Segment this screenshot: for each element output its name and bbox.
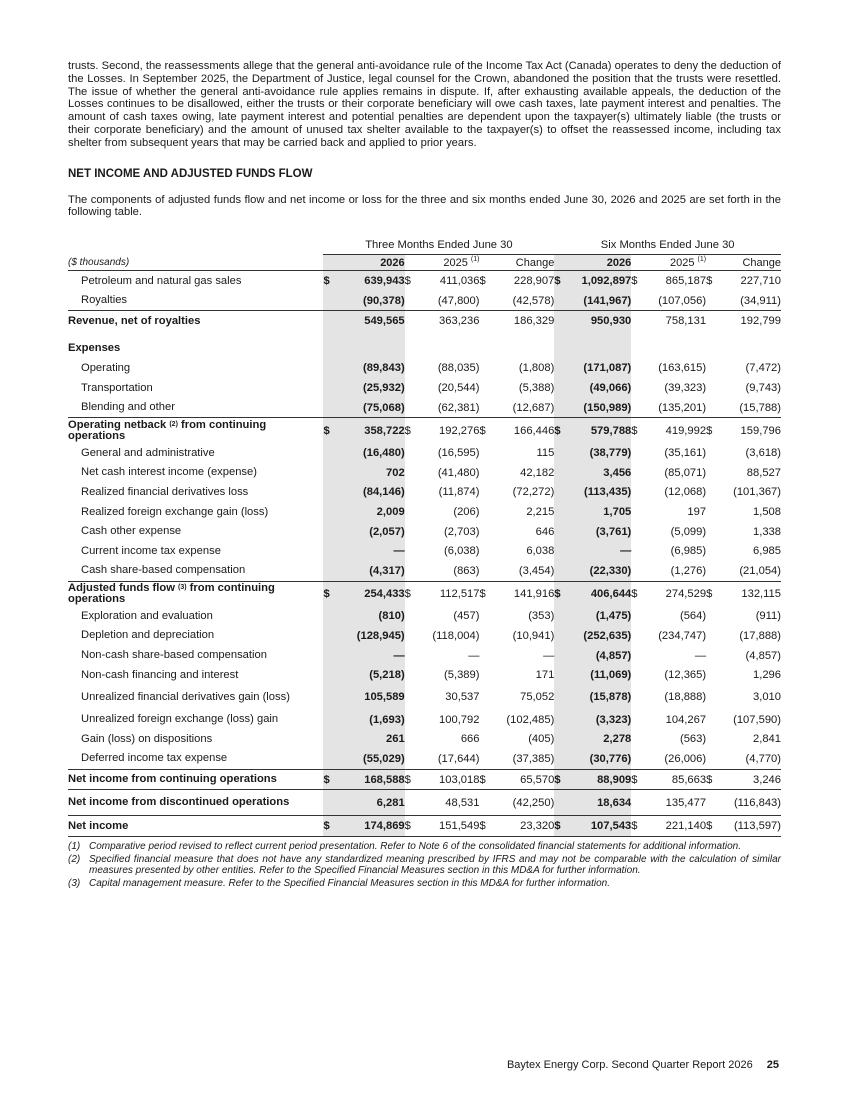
document-page	[68, 60, 781, 890]
table-row	[68, 607, 781, 627]
table-row	[68, 626, 781, 646]
table-cell: (457)	[453, 610, 480, 623]
table-row	[68, 790, 781, 816]
table-cell	[642, 339, 706, 359]
table-row	[68, 418, 781, 444]
table-cell: 2,841	[753, 733, 781, 746]
table-cell: (5,099)	[670, 525, 707, 538]
section-heading: NET INCOME AND ADJUSTED FUNDS FLOW	[68, 167, 313, 180]
row-label: Unrealized foreign exchange (loss) gain	[81, 713, 279, 726]
currency-symbol: $	[554, 581, 565, 607]
table-cell: 65,570	[490, 769, 554, 790]
intro-paragraph: trusts. Second, the reassessments allege that the general anti-avoidance rule of the Income Tax Act (Canada) operates to deny the deduction of the Losses. In September 2025, the Department of Justice, legal counsel for the Crown, abandoned the position that the trusts were resettled. The issue of whether the general anti-avoidance rule applies remains in dispute. If, after exhausting available appeals, the deduction of the Losses continues to be disallowed, either the trusts or their corporate beneficiary will owe cash taxes, late payment interest and penalties. The amount of cash taxes owing, late payment interest and potential penalties are dependent upon the taxpayer(s) ultimately liable (the trusts or their corporate beneficiary) and the amount of unused tax shelter available to the taxpayer(s) to offset the reassessed income, including tax shelter from subsequent years that may be carried back and applied to prior years.	[68, 60, 781, 149]
row-label: Operating netback $^{(2)}$ from continuing operations	[68, 418, 267, 442]
footer-title: Baytex Energy Corp. Second Quarter Report 2026	[506, 1059, 753, 1071]
table-cell: (150,989)	[565, 398, 631, 418]
table-cell: 261	[334, 730, 405, 750]
row-label: Gain (loss) on dispositions	[81, 732, 213, 745]
table-row	[68, 581, 781, 607]
row-label: Adjusted funds flow $^{(3)}$ from continuing operations	[68, 582, 275, 606]
table-row	[68, 522, 781, 542]
table-spacer	[68, 331, 781, 339]
table-cell: 23,320	[490, 816, 554, 837]
table-cell: (90,378)	[334, 291, 405, 311]
table-cell: (5,389)	[444, 669, 480, 682]
table-cell: (113,597)	[717, 816, 781, 837]
table-cell: 646	[535, 525, 555, 538]
table-cell: (353)	[528, 610, 555, 623]
table-cell: (5,388)	[518, 382, 555, 395]
table-cell: (17,644)	[415, 749, 479, 769]
row-label: Realized foreign exchange gain (loss)	[81, 505, 269, 518]
table-cell: 192,799	[740, 315, 781, 328]
table-cell: 6,985	[753, 545, 781, 558]
table-cell: 75,052	[520, 691, 555, 704]
table-cell: 2,215	[526, 506, 555, 518]
currency-symbol: $	[631, 424, 638, 437]
table-row	[68, 443, 781, 463]
currency-symbol: $	[631, 275, 638, 288]
table-cell: 197	[687, 506, 707, 518]
table-cell: (42,250)	[490, 790, 554, 816]
table-cell: 227,710	[740, 275, 781, 288]
table-cell: 254,433	[334, 581, 405, 607]
row-label: Cash other expense	[81, 525, 182, 538]
table-cell: (7,472)	[745, 362, 781, 375]
table-cell: (30,776)	[565, 749, 631, 769]
currency-symbol: $	[479, 588, 486, 601]
table-row	[68, 271, 781, 291]
table-cell: 419,992	[665, 424, 707, 437]
page-number: 25	[766, 1059, 779, 1071]
table-cell: —	[565, 541, 631, 561]
table-row	[68, 502, 781, 522]
table-cell: (88,035)	[437, 362, 480, 375]
table-cell: 88,527	[746, 466, 781, 479]
table-cell: 639,943	[334, 271, 405, 291]
table-column-header	[68, 255, 781, 271]
currency-symbol: $	[706, 588, 713, 601]
table-cell: 358,722	[334, 418, 405, 444]
table-cell: (62,381)	[415, 398, 479, 418]
table-cell: 3,246	[717, 769, 781, 790]
table-row	[68, 463, 781, 483]
table-cell	[490, 339, 554, 359]
row-label: Revenue, net of royalties	[68, 314, 201, 327]
table-cell: (12,365)	[664, 669, 707, 682]
currency-symbol: $	[323, 418, 334, 444]
currency-symbol: $	[554, 271, 565, 291]
table-cell: 579,788	[565, 418, 631, 444]
table-cell: (4,857)	[745, 649, 781, 662]
table-cell: (1,693)	[334, 710, 405, 730]
table-cell: 100,792	[439, 713, 480, 726]
currency-symbol: $	[479, 816, 490, 837]
table-cell: 107,543	[565, 816, 631, 837]
currency-symbol: $	[706, 816, 717, 837]
row-label: Net income	[68, 816, 323, 837]
table-cell: 135,477	[642, 790, 706, 816]
row-label: Current income tax expense	[81, 544, 221, 557]
table-cell: (118,004)	[432, 629, 480, 642]
table-cell: 865,187	[665, 275, 707, 288]
table-cell: 115	[536, 447, 555, 460]
table-cell: (15,788)	[717, 398, 781, 418]
table-cell: (10,941)	[512, 629, 555, 642]
row-label: Net cash interest income (expense)	[81, 466, 257, 479]
table-row	[68, 541, 781, 561]
table-cell: (4,770)	[717, 749, 781, 769]
table-cell: (20,544)	[437, 382, 480, 395]
table-cell: (18,888)	[664, 691, 707, 704]
table-cell: (4,857)	[565, 646, 631, 666]
table-cell	[717, 339, 781, 359]
table-cell: 3,010	[753, 691, 781, 704]
three-months-header: Three Months Ended June 30	[323, 235, 554, 255]
table-cell: (234,747)	[658, 629, 707, 642]
currency-symbol: $	[323, 816, 334, 837]
table-row	[68, 339, 781, 359]
table-cell: (39,323)	[664, 382, 707, 395]
table-cell: 758,131	[665, 315, 707, 328]
table-row	[68, 685, 781, 710]
table-cell: 221,140	[642, 816, 706, 837]
row-label: Cash share-based compensation	[68, 561, 323, 581]
table-cell: (135,201)	[642, 398, 706, 418]
table-cell: 1,508	[753, 506, 781, 518]
table-cell: (6,038)	[444, 545, 480, 558]
table-row	[68, 359, 781, 379]
col-header-2025-six: 2025 $^{(1)}$	[642, 255, 706, 271]
row-label: Unrealized financial derivatives gain (loss)	[81, 690, 290, 703]
table-cell: 112,517	[439, 588, 480, 601]
table-cell: (49,066)	[565, 378, 631, 398]
six-months-header: Six Months Ended June 30	[554, 235, 781, 255]
table-cell: (15,878)	[565, 685, 631, 710]
table-cell: 1,296	[753, 669, 781, 682]
currency-symbol: $	[554, 418, 565, 444]
units-label: ($ thousands)	[68, 255, 323, 271]
table-cell: (85,071)	[664, 466, 707, 479]
table-cell: 549,565	[334, 311, 405, 331]
table-cell: (3,618)	[745, 447, 781, 460]
table-cell: (12,068)	[664, 486, 707, 499]
currency-symbol: $	[323, 769, 334, 790]
table-cell: (163,615)	[658, 362, 707, 375]
table-row	[68, 483, 781, 503]
footnote: (1) Comparative period revised to reflect current period presentation. Refer to Note 6 of the consolidated financial statements for additional information.	[68, 840, 742, 852]
table-cell: 363,236	[439, 315, 480, 328]
currency-symbol: $	[554, 816, 565, 837]
table-row	[68, 398, 781, 418]
table-cell: (38,779)	[565, 443, 631, 463]
table-cell: (16,480)	[334, 443, 405, 463]
currency-symbol: $	[479, 275, 486, 288]
table-cell: 228,907	[513, 275, 555, 288]
table-cell: —	[694, 649, 707, 662]
table-cell: (564)	[679, 610, 707, 623]
table-cell: (37,385)	[490, 749, 554, 769]
row-label: Operating	[81, 361, 131, 374]
table-row	[68, 665, 781, 685]
table-cell: (810)	[334, 607, 405, 627]
table-cell: 103,018	[415, 769, 479, 790]
table-cell: (25,932)	[334, 378, 405, 398]
table-cell: —	[468, 649, 480, 662]
currency-symbol: $	[323, 271, 334, 291]
table-cell: (41,480)	[437, 466, 480, 479]
table-cell: (4,317)	[334, 561, 405, 581]
table-row	[68, 816, 781, 837]
table-cell: (6,985)	[670, 545, 707, 558]
table-cell: (75,068)	[334, 398, 405, 418]
table-cell: —	[334, 646, 405, 666]
table-cell: 174,869	[334, 816, 405, 837]
currency-symbol: $	[631, 588, 638, 601]
table-row	[68, 646, 781, 666]
table-row	[68, 291, 781, 311]
currency-symbol: $	[404, 275, 411, 288]
row-label: Non-cash financing and interest	[81, 668, 239, 681]
row-label: Petroleum and natural gas sales	[81, 274, 242, 287]
table-cell: (11,069)	[565, 665, 631, 685]
table-cell: (1,808)	[518, 362, 555, 375]
table-cell	[565, 339, 631, 359]
table-cell: (863)	[415, 561, 479, 581]
col-header-change-six: Change	[717, 255, 781, 271]
col-header-2025-three: 2025 $^{(1)}$	[415, 255, 479, 271]
table-row	[68, 730, 781, 750]
table-row	[68, 710, 781, 730]
currency-symbol: $	[405, 769, 416, 790]
table-cell: (3,323)	[565, 710, 631, 730]
table-cell: 105,589	[334, 685, 405, 710]
col-header-2026-three: 2026	[334, 255, 405, 271]
table-cell: (84,146)	[334, 483, 405, 503]
table-row	[68, 561, 781, 581]
table-cell: (563)	[679, 733, 707, 746]
table-cell: 2,009	[334, 502, 405, 522]
row-label: Net income from discontinued operations	[68, 790, 323, 816]
table-group-header	[68, 235, 781, 255]
row-label: Royalties	[68, 291, 323, 311]
col-header-change-three: Change	[490, 255, 554, 271]
footnotes	[68, 841, 781, 889]
currency-symbol: $	[706, 769, 717, 790]
table-cell: 702	[334, 463, 405, 483]
table-cell: 42,182	[520, 466, 555, 479]
table-cell: (101,367)	[733, 486, 781, 499]
table-cell: (5,218)	[334, 665, 405, 685]
table-cell: (26,006)	[642, 749, 706, 769]
table-cell: 88,909	[565, 769, 631, 790]
table-cell: 141,916	[513, 588, 555, 601]
table-cell: (35,161)	[664, 447, 707, 460]
table-cell: (34,911)	[717, 291, 781, 311]
row-label: Depletion and depreciation	[81, 629, 215, 642]
row-label: Transportation	[81, 381, 153, 394]
table-cell	[415, 339, 479, 359]
table-cell: (116,843)	[717, 790, 781, 816]
table-cell: 1,705	[565, 502, 631, 522]
table-cell: 132,115	[741, 588, 781, 601]
table-cell: 151,549	[415, 816, 479, 837]
table-cell: (12,687)	[490, 398, 554, 418]
table-cell: (128,945)	[334, 626, 405, 646]
footnote: (3) Capital management measure. Refer to the Specified Financial Measures section in this MD&A for further information.	[68, 877, 610, 889]
currency-symbol: $	[706, 424, 713, 437]
table-cell: 186,329	[513, 315, 555, 328]
table-cell: (206)	[453, 506, 480, 518]
table-cell: (22,330)	[565, 561, 631, 581]
currency-symbol: $	[404, 424, 411, 437]
col-header-2026-six: 2026	[565, 255, 631, 271]
currency-symbol: $	[631, 816, 642, 837]
table-cell: (911)	[755, 610, 781, 623]
table-cell: 1,338	[753, 525, 781, 538]
table-cell: (16,595)	[437, 447, 480, 460]
row-label: General and administrative	[81, 446, 215, 459]
table-cell: 3,456	[565, 463, 631, 483]
table-cell: (2,703)	[444, 525, 480, 538]
table-cell: (3,761)	[565, 522, 631, 542]
currency-symbol: $	[631, 769, 642, 790]
table-cell: (102,485)	[506, 713, 555, 726]
table-cell: 950,930	[565, 311, 631, 331]
table-cell: 104,267	[665, 713, 707, 726]
table-row	[68, 749, 781, 769]
table-cell: (47,800)	[415, 291, 479, 311]
table-cell: —	[334, 541, 405, 561]
table-cell: 274,529	[665, 588, 707, 601]
table-cell: (21,054)	[717, 561, 781, 581]
table-cell: 6,038	[526, 545, 555, 558]
footnote: (2) Specified financial measure that does not have any standardized meaning prescribed by IFRS and may not be comparable with the calculation of similar measures presented by other entities. Refer to the Specified Financial Measures section in this MD&A for further information.	[68, 853, 781, 877]
table-cell: 192,276	[439, 424, 480, 437]
currency-symbol: $	[706, 275, 713, 288]
table-cell: (11,874)	[438, 486, 480, 499]
table-cell: (405)	[528, 733, 555, 746]
table-cell: 30,537	[445, 691, 480, 704]
table-cell: (89,843)	[334, 359, 405, 379]
table-cell: 406,644	[565, 581, 631, 607]
table-row	[68, 769, 781, 790]
table-cell: (107,590)	[733, 713, 781, 726]
table-cell: 1,092,897	[565, 271, 631, 291]
table-cell: (1,475)	[565, 607, 631, 627]
section-intro: The components of adjusted funds flow and net income or loss for the three and six months ended June 30, 2026 and 2025 are set forth in the following table.	[68, 193, 781, 219]
table-cell: (1,276)	[642, 561, 706, 581]
table-cell: 48,531	[415, 790, 479, 816]
currency-symbol: $	[479, 769, 490, 790]
row-label: Blending and other	[68, 398, 323, 418]
table-cell: 166,446	[513, 424, 555, 437]
table-cell: 666	[460, 733, 480, 746]
table-cell: 18,634	[565, 790, 631, 816]
table-cell: (171,087)	[565, 359, 631, 379]
table-cell: 6,281	[334, 790, 405, 816]
table-cell: 2,278	[565, 730, 631, 750]
currency-symbol: $	[554, 769, 565, 790]
table-cell: (141,967)	[565, 291, 631, 311]
table-cell: (72,272)	[512, 486, 555, 499]
table-cell	[334, 339, 405, 359]
row-label: Net income from continuing operations	[68, 769, 323, 790]
table-row	[68, 311, 781, 331]
table-cell: (9,743)	[745, 382, 781, 395]
table-cell: (42,578)	[490, 291, 554, 311]
financial-table	[68, 235, 781, 837]
table-cell: (2,057)	[334, 522, 405, 542]
table-row	[68, 378, 781, 398]
row-label: Non-cash share-based compensation	[81, 649, 267, 662]
table-cell: 171	[535, 669, 555, 682]
row-label: Exploration and evaluation	[81, 609, 213, 622]
table-cell: (107,056)	[642, 291, 706, 311]
page-footer	[507, 1059, 779, 1071]
row-label: Realized financial derivatives loss	[81, 485, 249, 498]
row-label: Expenses	[68, 342, 121, 355]
table-cell: 159,796	[740, 424, 781, 437]
table-cell: (252,635)	[565, 626, 631, 646]
table-cell: (55,029)	[334, 749, 405, 769]
currency-symbol: $	[479, 424, 486, 437]
currency-symbol: $	[323, 581, 334, 607]
currency-symbol: $	[404, 588, 411, 601]
table-cell: 168,588	[334, 769, 405, 790]
table-cell: —	[543, 649, 555, 662]
table-cell: 411,036	[439, 275, 480, 288]
table-cell: 85,663	[642, 769, 706, 790]
table-cell: (113,435)	[565, 483, 631, 503]
table-cell: (3,454)	[490, 561, 554, 581]
table-cell: (17,888)	[739, 629, 781, 642]
currency-symbol: $	[405, 816, 416, 837]
row-label: Deferred income tax expense	[68, 749, 323, 769]
